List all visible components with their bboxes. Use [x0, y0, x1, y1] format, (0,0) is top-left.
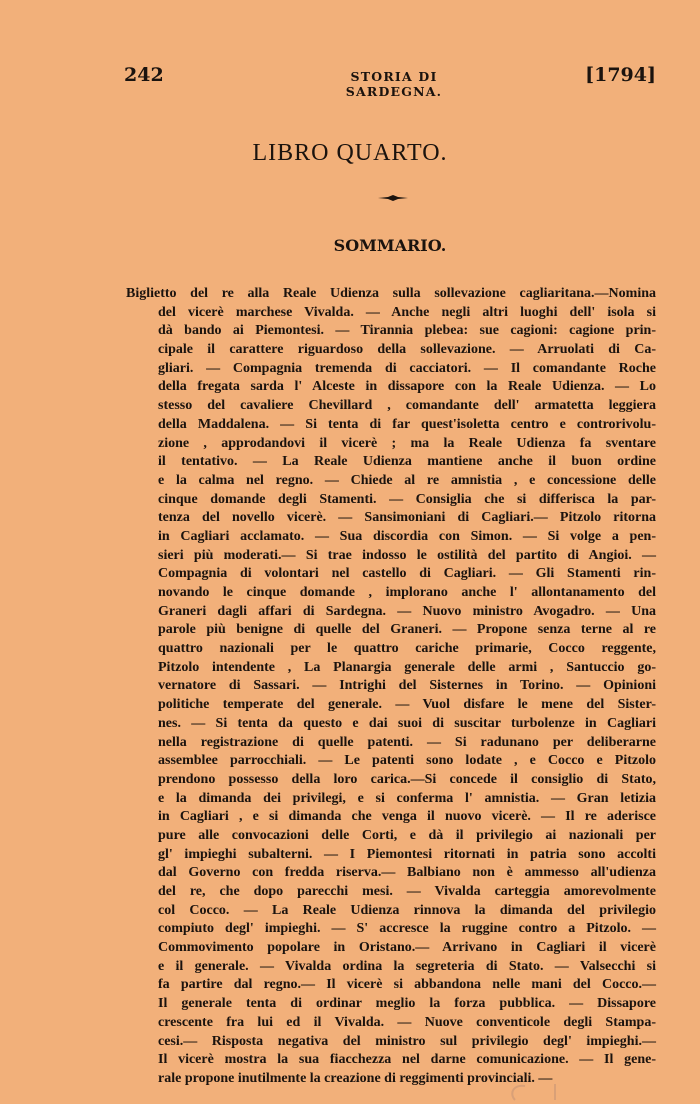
text-line: sieri più moderati.— Si trae indosso le ostilità del partito di Angioi. —: [158, 547, 656, 563]
text-line: il tentativo. — La Reale Udienza mantiene anche il buon ordine: [158, 454, 656, 470]
text-line: pure alle convocazioni delle Corti, e dà il privilegio ai nazionali per: [158, 827, 656, 843]
text-line: assemblee parrocchiali. — Le patenti sono lodate , e Cocco e Pitzolo: [158, 753, 656, 769]
divider-ornament-icon: [378, 192, 408, 204]
text-line: crescente fra lui ed il Vivalda. — Nuove conventicole degli Stampa-: [158, 1014, 656, 1030]
text-line: politiche temperate del generale. — Vuol disfare le mene del Sister-: [158, 697, 656, 713]
text-line: Commovimento popolare in Oristano.— Arrivano in Cagliari il vicerè: [158, 940, 656, 956]
running-title: STORIA DI SARDEGNA.: [345, 69, 443, 99]
text-line: fa partire dal regno.— Il vicerè si abbandona nelle mani del Cocco.—: [158, 977, 656, 993]
text-line: rale propone inutilmente la creazione di reggimenti provinciali. —: [158, 1070, 553, 1086]
text-line: della Maddalena. — Si tenta di far quest'isoletta centro e controrivolu-: [158, 416, 656, 432]
text-line: Il generale tenta di ordinar meglio la forza pubblica. — Dissapore: [158, 996, 656, 1012]
summary-paragraph: [126, 285, 656, 1089]
page-header: [124, 64, 656, 99]
text-line: nella registrazione di quelle patenti. — Si radunano per deliberarne: [158, 734, 656, 750]
text-line: col Cocco. — La Reale Udienza rinnova la dimanda del privilegio: [158, 902, 656, 918]
text-line: novando le cinque domande , implorano anche l' allontanamento del: [158, 585, 656, 600]
text-line: in Cagliari , e si dimanda che venga il nuovo vicerè. — Il re aderisce: [158, 809, 656, 825]
text-line: gliari. — Compagnia tremenda di cacciatori. — Il comandante Roche: [158, 360, 656, 376]
text-line: cipale il carattere riguardoso della sollevazione. — Arruolati di Ca-: [158, 342, 656, 358]
year-marker: [1794]: [585, 64, 656, 86]
text-line: e la calma nel regno. — Chiede al re amnistia , e concessione delle: [158, 472, 656, 488]
text-line: stesso del cavaliere Chevillard , comandante dell' armatetta leggiera: [158, 398, 656, 414]
text-line: del vicerè marchese Vivalda. — Anche negli altri luoghi dell' isola si: [158, 304, 656, 320]
text-line: Pitzolo intendente , La Planargia generale delle armi , Santuccio go-: [158, 659, 656, 675]
book-title: LIBRO QUARTO.: [252, 140, 448, 166]
text-line: tenza del novello vicerè. — Sansimoniani di Cagliari.— Pitzolo ritorna: [158, 510, 656, 526]
text-line: nes. — Si tenta da questo e dai suoi di suscitar turbolenze in Cagliari: [158, 715, 656, 731]
text-line: del re, che dopo parecchi mesi. — Vivalda carteggia amorevolmente: [158, 884, 656, 899]
text-line: Il vicerè mostra la sua fiacchezza nel darne comunicazione. — Il gene-: [158, 1052, 656, 1068]
text-line: zione , approdandovi il vicerè ; ma la Reale Udienza fa sventare: [158, 435, 656, 451]
text-line: quattro nazionali per le quattro cariche primarie, Cocco reggente,: [158, 641, 656, 657]
text-line: cesi.— Risposta negativa del ministro sul privilegio degl' impieghi.—: [158, 1033, 656, 1049]
text-line: e la dimanda dei privilegi, e si conferma l' amnistia. — Gran letizia: [158, 790, 656, 806]
text-line: Graneri dagli affari di Sardegna. — Nuovo ministro Avogadro. — Una: [158, 603, 656, 619]
text-line: e il generale. — Vivalda ordina la segreteria di Stato. — Valsecchi si: [158, 958, 656, 974]
summary-title: SOMMARIO.: [333, 236, 447, 255]
text-line: in Cagliari acclamato. — Sua discordia con Simon. — Si volge a pen-: [158, 528, 656, 544]
text-line: gl' impieghi subalterni. — I Piemontesi ritornati in patria sono accolti: [158, 846, 656, 862]
text-line: dà bando ai Piemontesi. — Tirannia plebea: sue cagioni: cagione prin-: [158, 323, 656, 339]
text-line: della fregata sarda l' Alceste in dissapore con la Reale Udienza. — Lo: [158, 379, 656, 395]
faded-watermark: [495, 1080, 575, 1104]
text-line: vernatore di Sassari. — Intrighi del Sisternes in Torino. — Opinioni: [158, 678, 656, 694]
text-line: compiuto degl' impieghi. — S' accresce la ruggine contro a Pitzolo. —: [158, 921, 656, 937]
text-line: Compagnia di volontari nel castello di Cagliari. — Gli Stamenti rin-: [158, 566, 656, 582]
page-number: 242: [124, 64, 164, 86]
text-line: parole più benigne di quelle del Graneri. — Propone senza terne al re: [158, 622, 656, 638]
text-line: cinque domande degli Stamenti. — Consiglia che si differisca la par-: [158, 491, 656, 507]
text-line: dal Governo con fredda riserva.— Balbiano non è ammesso all'udienza: [158, 865, 656, 881]
text-line: prendono possesso della loro carica.—Si concede il consiglio di Stato,: [158, 771, 656, 787]
text-line: Biglietto del re alla Reale Udienza sulla sollevazione cagliaritana.—Nomina: [126, 286, 656, 301]
